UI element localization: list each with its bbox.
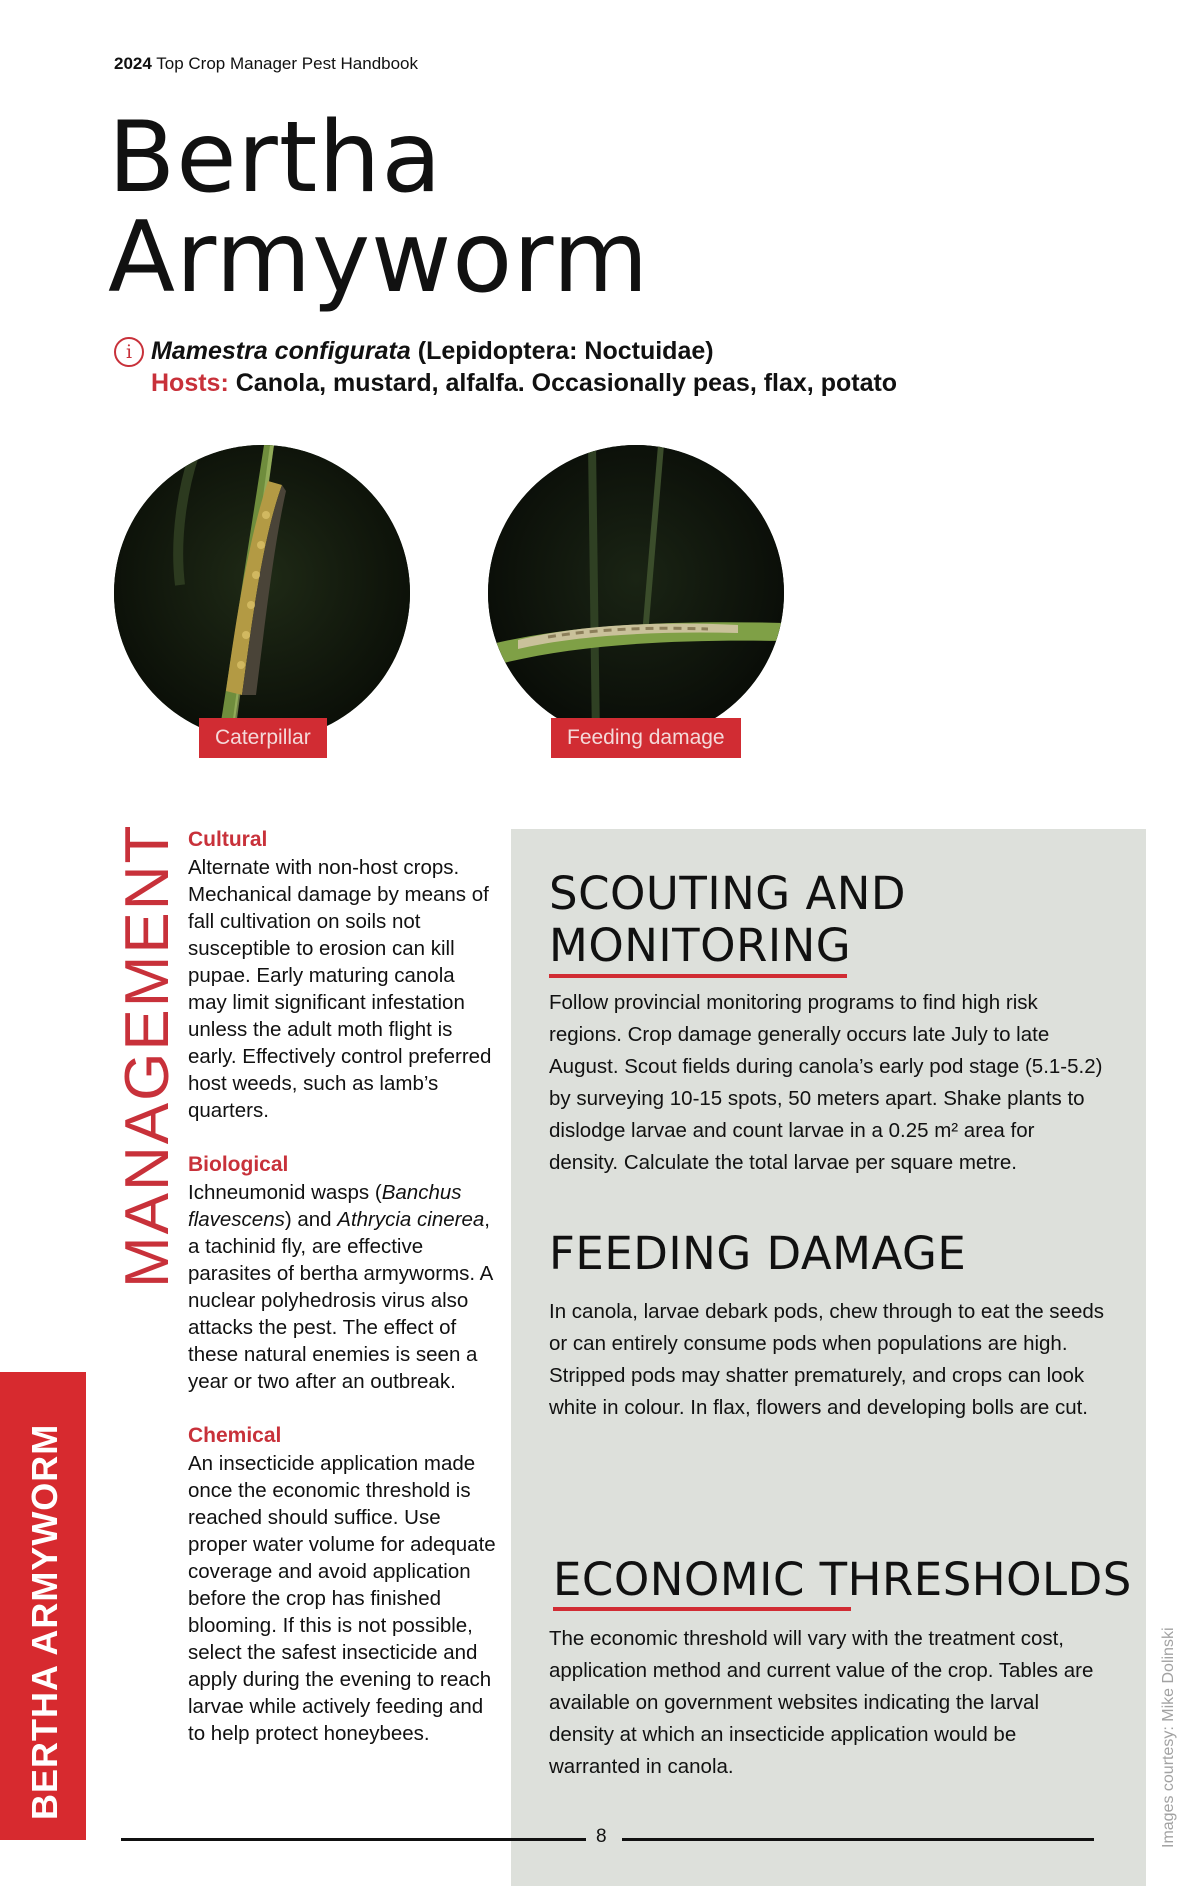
hosts: [151, 369, 897, 398]
management-heading: MANAGEMENT: [113, 823, 182, 1288]
title-line-1: Bertha: [108, 101, 443, 215]
page-title: [108, 101, 650, 315]
image-credit: Images courtesy: Mike Dolinski: [1160, 1627, 1177, 1848]
caterpillar-caption: Caterpillar: [199, 718, 327, 758]
feeding-title: FEEDING DAMAGE: [549, 1227, 967, 1280]
cultural-text: Alternate with non-host crops. Mechanical damage by means of fall cultivation on soils not susceptible to erosion can kill pupae. Early maturing canola may limit significant infestation unless the adult moth flight is early. Effectively control preferred host weeds, such as lamb’s quarters.: [188, 856, 492, 1122]
hosts-value: Canola, mustard, alfalfa. Occasionally peas, flax, potato: [235, 369, 898, 397]
thresholds-title: ECONOMIC THRESHOLDS: [553, 1553, 1132, 1606]
thresholds-body: The economic threshold will vary with the treatment cost, application method and current value of the crop. Tables are available on government websites indicating the larval density at which an insecticide application would be warranted in canola.: [549, 1627, 1094, 1778]
species-banchus: Banchus flavescens: [188, 1181, 462, 1231]
order-family: (Lepidoptera: Noctuidae): [417, 337, 714, 365]
caterpillar-photo: [114, 445, 410, 741]
footer-rule-right: [622, 1838, 1094, 1841]
header-year: 2024: [114, 54, 152, 73]
scouting-rule: [549, 974, 847, 978]
scouting-title: SCOUTING AND MONITORING: [549, 867, 907, 972]
page-number: 8: [596, 1826, 607, 1847]
hosts-label: Hosts:: [151, 369, 229, 397]
scientific-name: [151, 337, 714, 366]
scouting-body: Follow provincial monitoring programs to find high risk regions. Crop damage generally occurs late July to late August. Scout fields during canola’s early pod stage (5.1-5.2) by surveying 10-15 spots, 50 meters apart. Shake plants to dislodge larvae and count larvae in a 0.25 m² area for density. Calculate the total larvae per square metre.: [549, 991, 1103, 1174]
biological-text: Ichneumonid wasps (Banchus flavescens) and Athrycia cinerea, a tachinid fly, are effective parasites of bertha armyworms. A nuclear polyhedrosis virus also attacks the pest. The effect of these natural enemies is seen a year or two after an outbreak.: [188, 1181, 493, 1393]
chemical-text: An insecticide application made once the economic threshold is reached should suffice. Use proper water volume for adequate coverage and avoid application before the crop has finished blooming. If this is not possible, select the safest insecticide and apply during the evening to reach larvae while actively feeding and to help protect honeybees.: [188, 1452, 496, 1745]
feeding-damage-illustration: [488, 445, 784, 741]
management-column: [188, 826, 498, 1774]
thresholds-rule: [553, 1607, 851, 1611]
cultural-title: Cultural: [188, 828, 268, 851]
species-name: Mamestra configurata: [151, 337, 411, 365]
header-publication: Top Crop Manager Pest Handbook: [156, 54, 419, 73]
species-athrycia: Athrycia cinerea: [337, 1208, 485, 1231]
feeding-damage-caption: Feeding damage: [551, 718, 741, 758]
feeding-body: In canola, larvae debark pods, chew through to eat the seeds or can entirely consume pods when populations are high. Stripped pods may shatter prematurely, and crops can look white in colour. In flax, flowers and developing bolls are cut.: [549, 1300, 1105, 1419]
side-tab-label: BERTHA ARMYWORM: [24, 1423, 65, 1820]
info-icon: i: [114, 337, 144, 367]
publication-header: [114, 54, 418, 74]
title-line-2: Armyworm: [108, 201, 650, 315]
chemical-title: Chemical: [188, 1424, 282, 1447]
caterpillar-illustration: [114, 445, 410, 741]
footer-rule-left: [121, 1838, 586, 1841]
biological-title: Biological: [188, 1153, 289, 1176]
feeding-damage-photo: [488, 445, 784, 741]
